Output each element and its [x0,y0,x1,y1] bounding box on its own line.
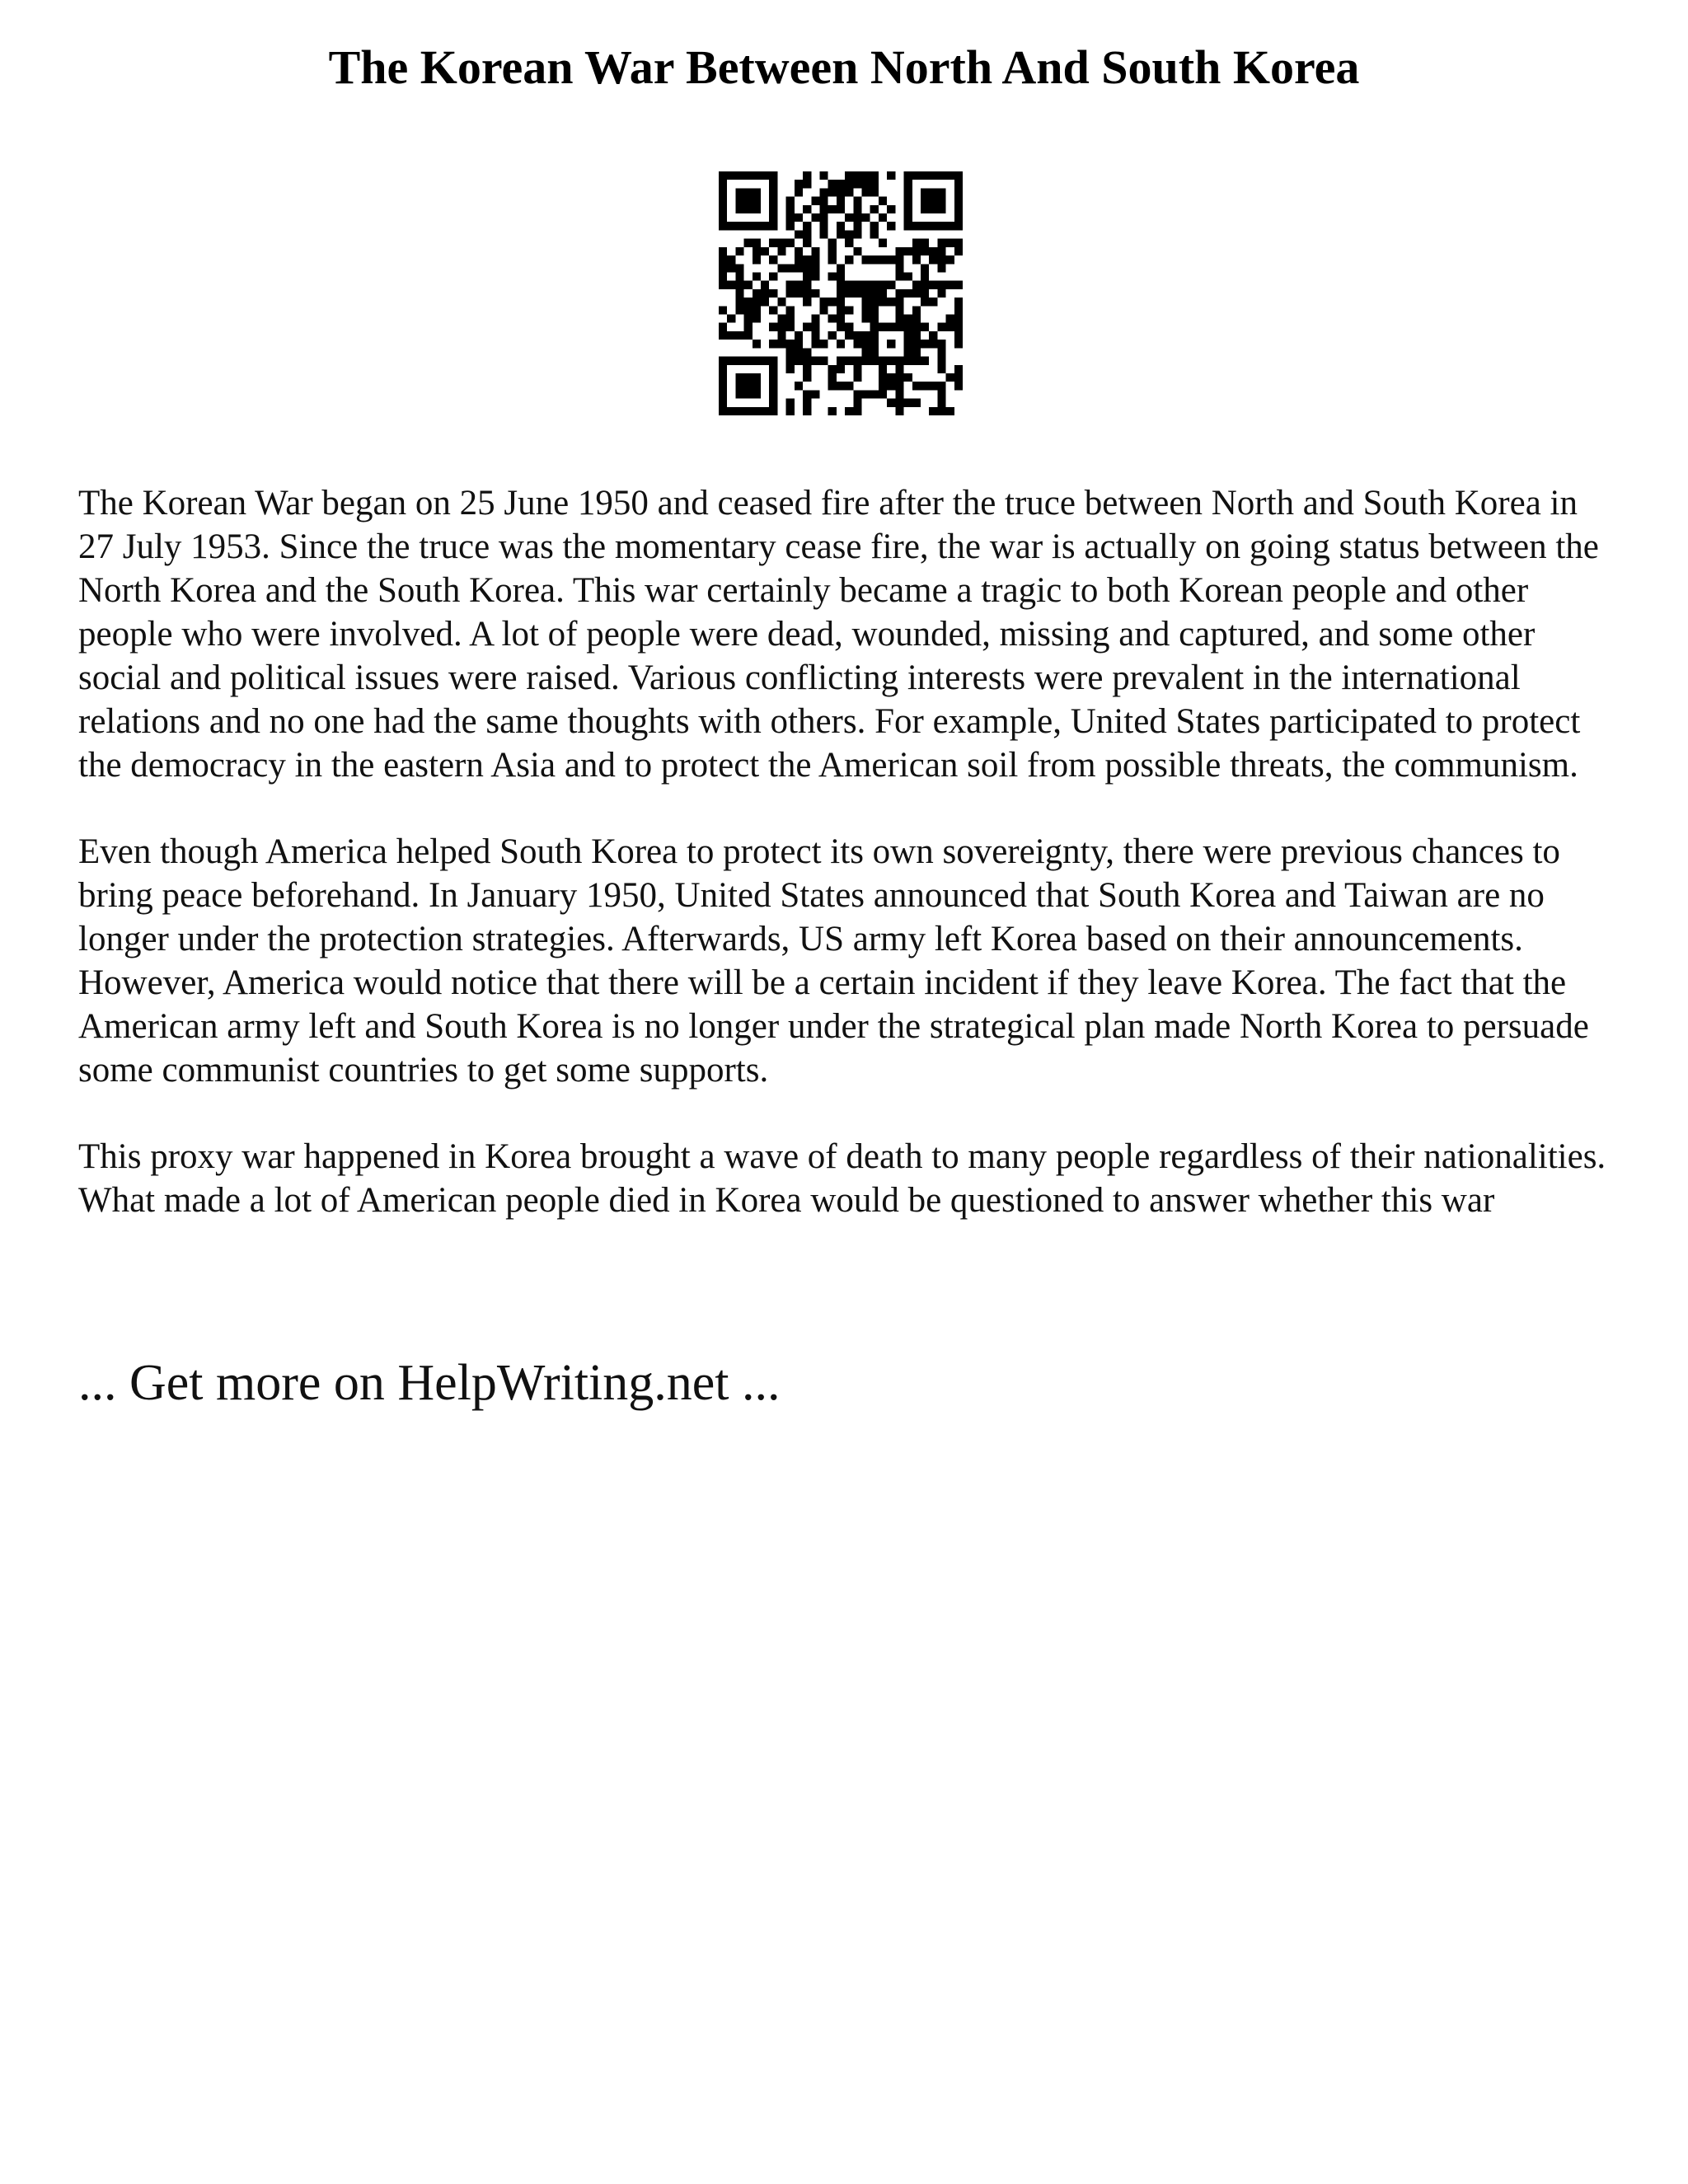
paragraph-1: The Korean War began on 25 June 1950 and ceased fire after the truce between North and South Korea in 27 July 1953. Since the truce was the momentary cease fire, the war is actually on going status between the North Korea and the South Korea. This war certainly became a tragic to both Korean people and other people who were involved. A lot of people were dead, wounded, missing and captured, and some other social and political issues were raised. Various conflicting interests were prevalent in the international relations and no one had the same thoughts with others. For example, United States participated to protect the democracy in the eastern Asia and to protect the American soil from possible threats, the communism. [78,484,1599,785]
paragraph-2: Even though America helped South Korea to protect its own sovereignty, there were previous chances to bring peace beforehand. In January 1950, United States announced that South Korea and Taiwan are no longer under the protection strategies. Afterwards, US army left Korea based on their announcements. However, America would notice that there will be a certain incident if they leave Korea. The fact that the American army left and South Korea is no longer under the strategical plan made North Korea to persuade some communist countries to get some supports. [78,832,1589,1090]
paragraph-3: This proxy war happened in Korea brought a wave of death to many people regardless of their nationalities. What made a lot of American people died in Korea would be questioned to answer whether this war [78,1137,1606,1220]
page-title: The Korean War Between North And South Korea [328,40,1360,94]
qr-code-image [719,171,963,415]
get-more-link[interactable]: ... Get more on HelpWriting.net ... [78,1355,781,1411]
article-body [78,481,1620,1265]
qr-code [719,171,963,415]
